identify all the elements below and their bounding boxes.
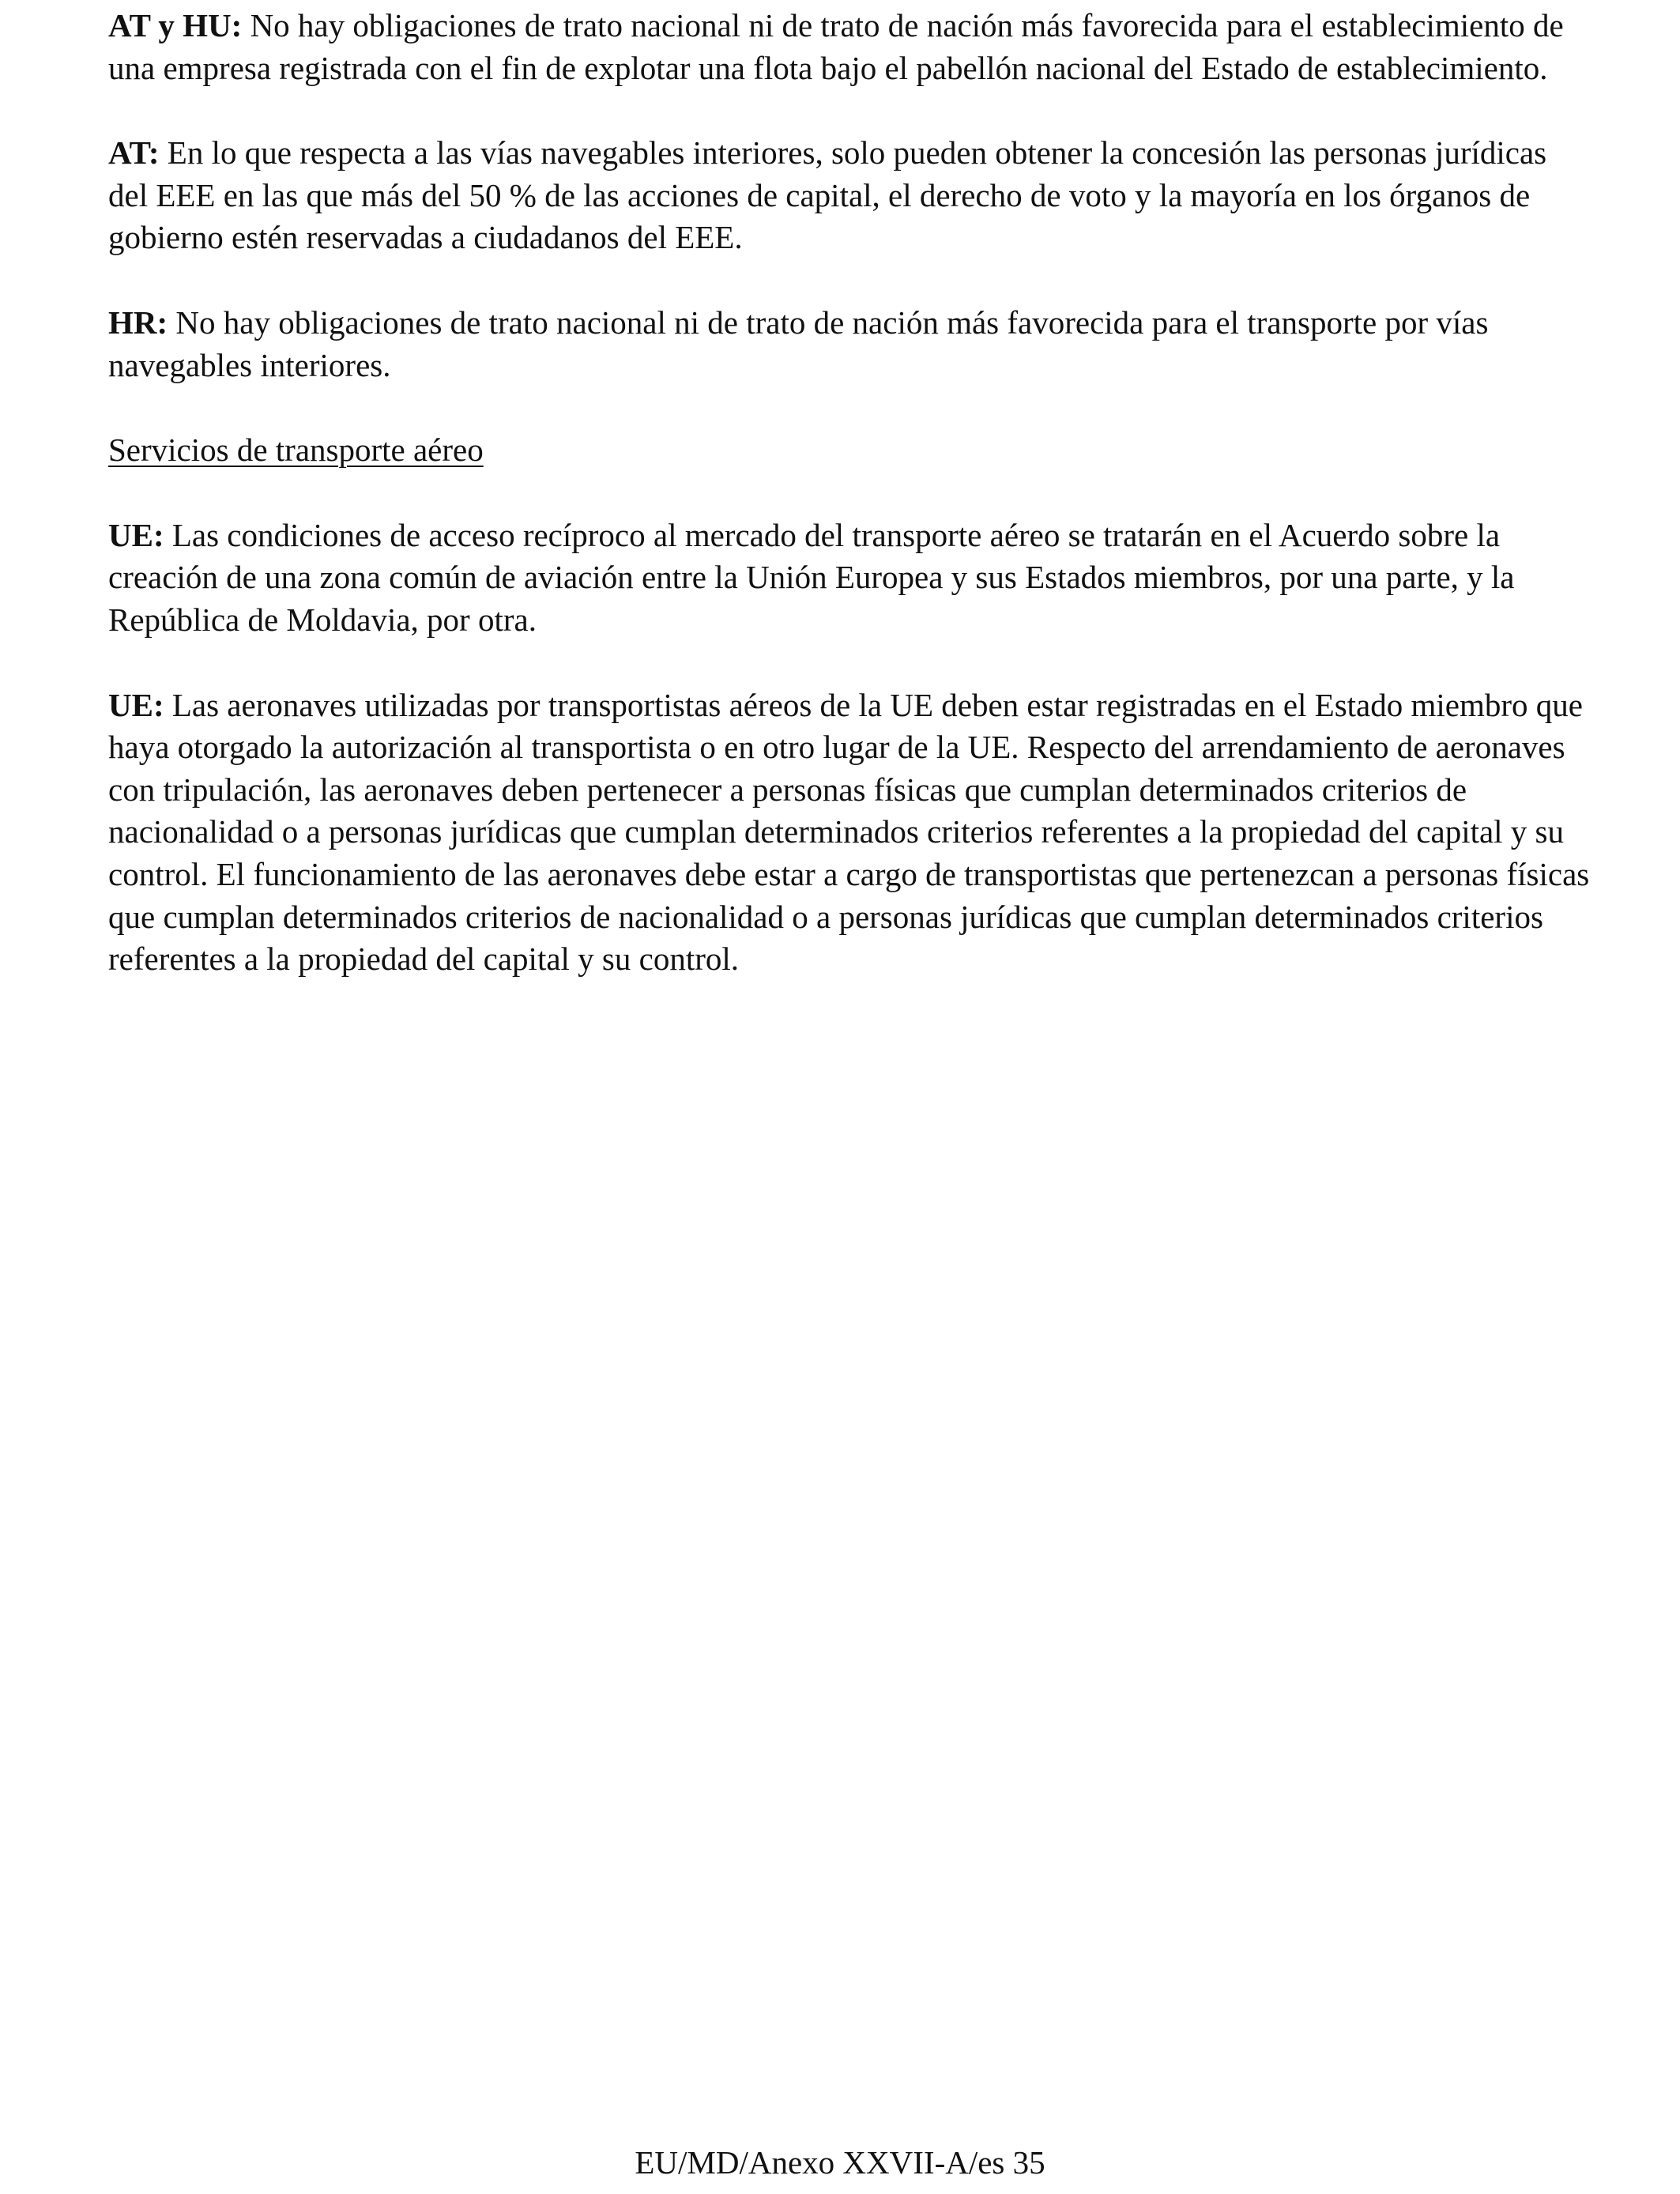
page-footer: EU/MD/Anexo XXVII-A/es 35	[635, 2144, 1045, 2181]
paragraph-label: AT:	[108, 134, 160, 172]
section-heading: Servicios de transporte aéreo	[108, 432, 484, 469]
paragraph-label: UE:	[108, 686, 164, 723]
paragraph-label: AT y HU:	[108, 7, 243, 43]
paragraph-label: UE:	[108, 516, 164, 553]
paragraph-text: Las condiciones de acceso recíproco al mercado del transporte aéreo se tratarán en el Acuerdo sobre la creación de una zona común de aviación entre la Unión Europea y sus Estados miembros, por una parte, y la República de Moldavia, por otra.	[108, 516, 1515, 638]
paragraph-text: Las aeronaves utilizadas por transportistas aéreos de la UE deben estar registradas en el Estado miembro que haya otorgado la autorización al transportista o en otro lugar de la UE. Respecto del arrendamiento de aeronaves con tripulación, las aeronaves deben pertenecer a personas físicas que cumplan determinados criterios de nacionalidad o a personas jurídicas que cumplan determinados criterios referentes a la propiedad del capital y su control. El funcionamiento de las aeronaves debe estar a cargo de transportistas que pertenezcan a personas físicas que cumplan determinados criterios de nacionalidad o a personas jurídicas que cumplan determinados criterios referentes a la propiedad del capital y su control.	[108, 686, 1590, 978]
paragraph-text: En lo que respecta a las vías navegables interiores, solo pueden obtener la concesión las personas jurídicas del EEE en las que más del 50 % de las acciones de capital, el derecho de voto y la mayoría en los órganos de gobierno estén reservadas a ciudadanos del EEE.	[108, 134, 1547, 256]
paragraph-text: No hay obligaciones de trato nacional ni de trato de nación más favorecida para el transporte por vías navegables interiores.	[108, 303, 1489, 383]
document-body	[108, 5, 1594, 1023]
paragraph-at-hu	[108, 5, 1594, 89]
paragraph-hr	[108, 302, 1594, 386]
paragraph-label: HR:	[108, 303, 168, 341]
paragraph-ue-access	[108, 515, 1594, 642]
paragraph-text: No hay obligaciones de trato nacional ni de trato de nación más favorecida para el establecimiento de una empresa registrada con el fin de explotar una flota bajo el pabellón nacional del Estado de establecimiento.	[108, 7, 1564, 86]
paragraph-at	[108, 132, 1594, 259]
paragraph-ue-aircraft	[108, 684, 1594, 981]
